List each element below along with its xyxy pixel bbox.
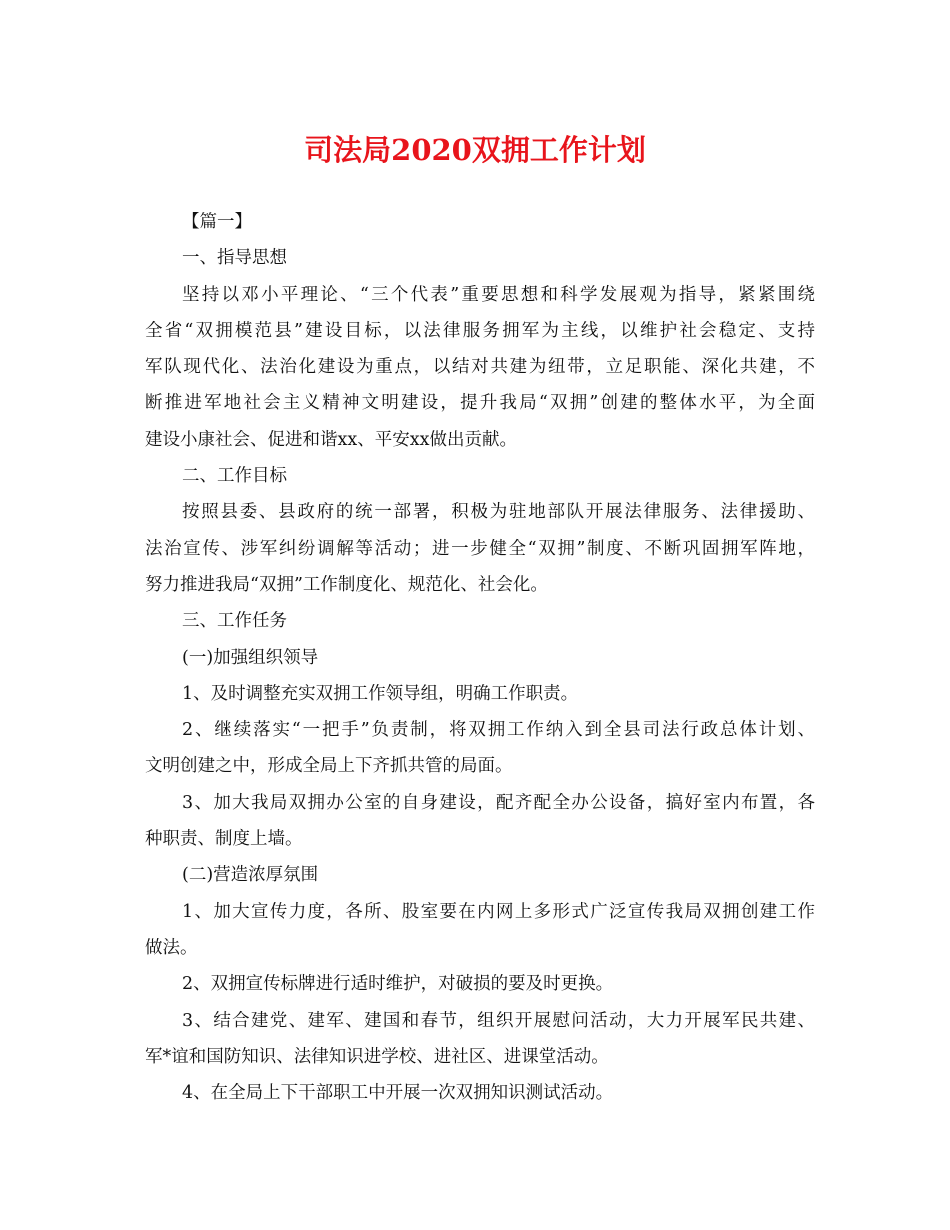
paragraph: [145, 712, 815, 785]
paragraph: [145, 240, 815, 276]
paragraph: [145, 277, 815, 458]
paragraph: [145, 603, 815, 639]
paragraph: [145, 1075, 815, 1111]
paragraph-line: 1、及时调整充实双拥工作领导组，明确工作职责。: [182, 683, 579, 704]
paragraph-line: 4、在全局上下干部职工中开展一次双拥知识测试活动。: [182, 1083, 614, 1104]
paragraph: [145, 966, 815, 1002]
paragraph-line: 1、加大宣传力度，各所、股室要在内网上多形式广泛宣传我局双拥创建工作: [182, 901, 815, 922]
paragraph: [145, 204, 815, 240]
paragraph-line: 2、继续落实“一把手”负责制，将双拥工作纳入到全县司法行政总体计划、: [182, 720, 815, 741]
paragraph: [145, 785, 815, 858]
paragraph-line: 3、结合建党、建军、建国和春节，组织开展慰问活动，大力开展军民共建、: [182, 1010, 815, 1031]
paragraph-line: 一、指导思想: [182, 248, 287, 269]
paragraph-line: (二)营造浓厚氛围: [182, 865, 319, 886]
paragraph-line: 坚持以邓小平理论、“三个代表”重要思想和科学发展观为指导，紧紧围绕: [182, 284, 815, 305]
paragraph: [145, 1003, 815, 1076]
paragraph: [145, 640, 815, 676]
paragraph: [145, 857, 815, 893]
paragraph-line: 努力推进我局“双拥”工作制度化、规范化、社会化。: [145, 574, 548, 595]
paragraph-line: 3、加大我局双拥办公室的自身建设，配齐配全办公设备，搞好室内布置，各: [182, 792, 815, 813]
paragraph-line: 三、工作任务: [182, 611, 287, 632]
paragraph: [145, 894, 815, 967]
paragraph-line: (一)加强组织领导: [182, 647, 319, 668]
paragraph: [145, 458, 815, 494]
paragraph: [145, 676, 815, 712]
paragraph-line: 按照县委、县政府的统一部署，积极为驻地部队开展法律服务、法律援助、: [182, 502, 815, 523]
paragraph-line: 做法。: [145, 937, 198, 958]
document-body: [145, 204, 815, 1111]
paragraph-line: 法治宣传、涉军纠纷调解等活动；进一步健全“双拥”制度、不断巩固拥军阵地，: [145, 538, 815, 559]
paragraph-line: 建设小康社会、促进和谐xx、平安xx做出贡献。: [145, 429, 517, 450]
paragraph-line: 全省“双拥模范县”建设目标，以法律服务拥军为主线，以维护社会稳定、支持: [145, 320, 815, 341]
paragraph: [145, 494, 815, 603]
paragraph-line: 文明创建之中，形成全局上下齐抓共管的局面。: [145, 756, 513, 777]
paragraph-line: 军*谊和国防知识、法律知识进学校、进社区、进课堂活动。: [145, 1046, 609, 1067]
paragraph-line: 二、工作目标: [182, 466, 287, 487]
paragraph-line: 军队现代化、法治化建设为重点，以结对共建为纽带，立足职能、深化共建，不: [145, 357, 815, 378]
paragraph-line: 断推进军地社会主义精神文明建设，提升我局“双拥”创建的整体水平，为全面: [145, 393, 815, 414]
document-title: 司法局2020双拥工作计划: [304, 133, 646, 167]
paragraph-line: 种职责、制度上墙。: [145, 829, 303, 850]
paragraph-line: 【篇一】: [182, 212, 252, 232]
paragraph-line: 2、双拥宣传标牌进行适时维护，对破损的要及时更换。: [182, 974, 614, 995]
